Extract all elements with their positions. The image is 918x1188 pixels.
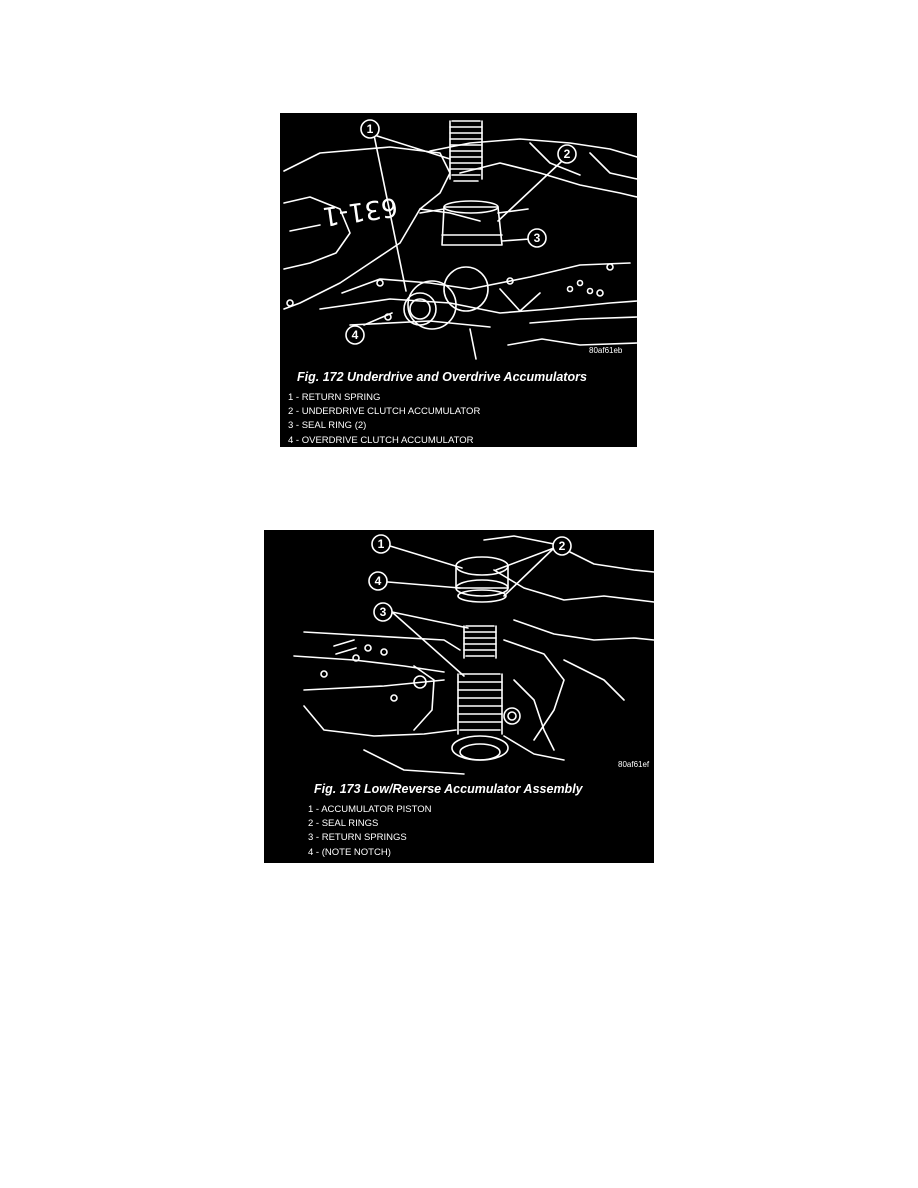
figure-legend	[288, 391, 480, 447]
accumulator-illustration	[264, 530, 654, 778]
callout-2-number: 2	[558, 539, 566, 553]
callout-4-number: 4	[374, 574, 382, 588]
callout-3-number: 3	[379, 605, 387, 619]
figure-legend	[308, 803, 432, 860]
legend-item: 1 - ACCUMULATOR PISTON	[308, 804, 432, 815]
callout-3-number: 3	[533, 231, 541, 245]
figure-code: 80af61eb	[589, 346, 623, 355]
figure-code: 80af61ef	[618, 760, 650, 769]
callout-1-number: 1	[377, 537, 385, 551]
legend-item: 3 - SEAL RING (2)	[288, 420, 367, 432]
figure-172	[280, 113, 637, 447]
casting-mark: 631-1	[320, 190, 400, 232]
legend-item: 1 - RETURN SPRING	[288, 392, 381, 403]
accumulator-illustration	[280, 113, 637, 363]
figure-caption: Fig. 173 Low/Reverse Accumulator Assembly	[314, 782, 583, 796]
legend-item: 2 - SEAL RINGS	[308, 818, 379, 830]
callout-1-number: 1	[366, 122, 374, 136]
legend-item: 2 - UNDERDRIVE CLUTCH ACCUMULATOR	[288, 406, 481, 418]
legend-item: 4 - OVERDRIVE CLUTCH ACCUMULATOR	[288, 434, 474, 446]
figure-caption: Fig. 172 Underdrive and Overdrive Accumulators	[297, 370, 587, 384]
callout-2-number: 2	[563, 147, 571, 161]
figure-173	[264, 530, 654, 863]
legend-item: 3 - RETURN SPRINGS	[308, 832, 407, 844]
callout-4-number: 4	[351, 328, 359, 342]
legend-item: 4 - (NOTE NOTCH)	[308, 846, 391, 858]
